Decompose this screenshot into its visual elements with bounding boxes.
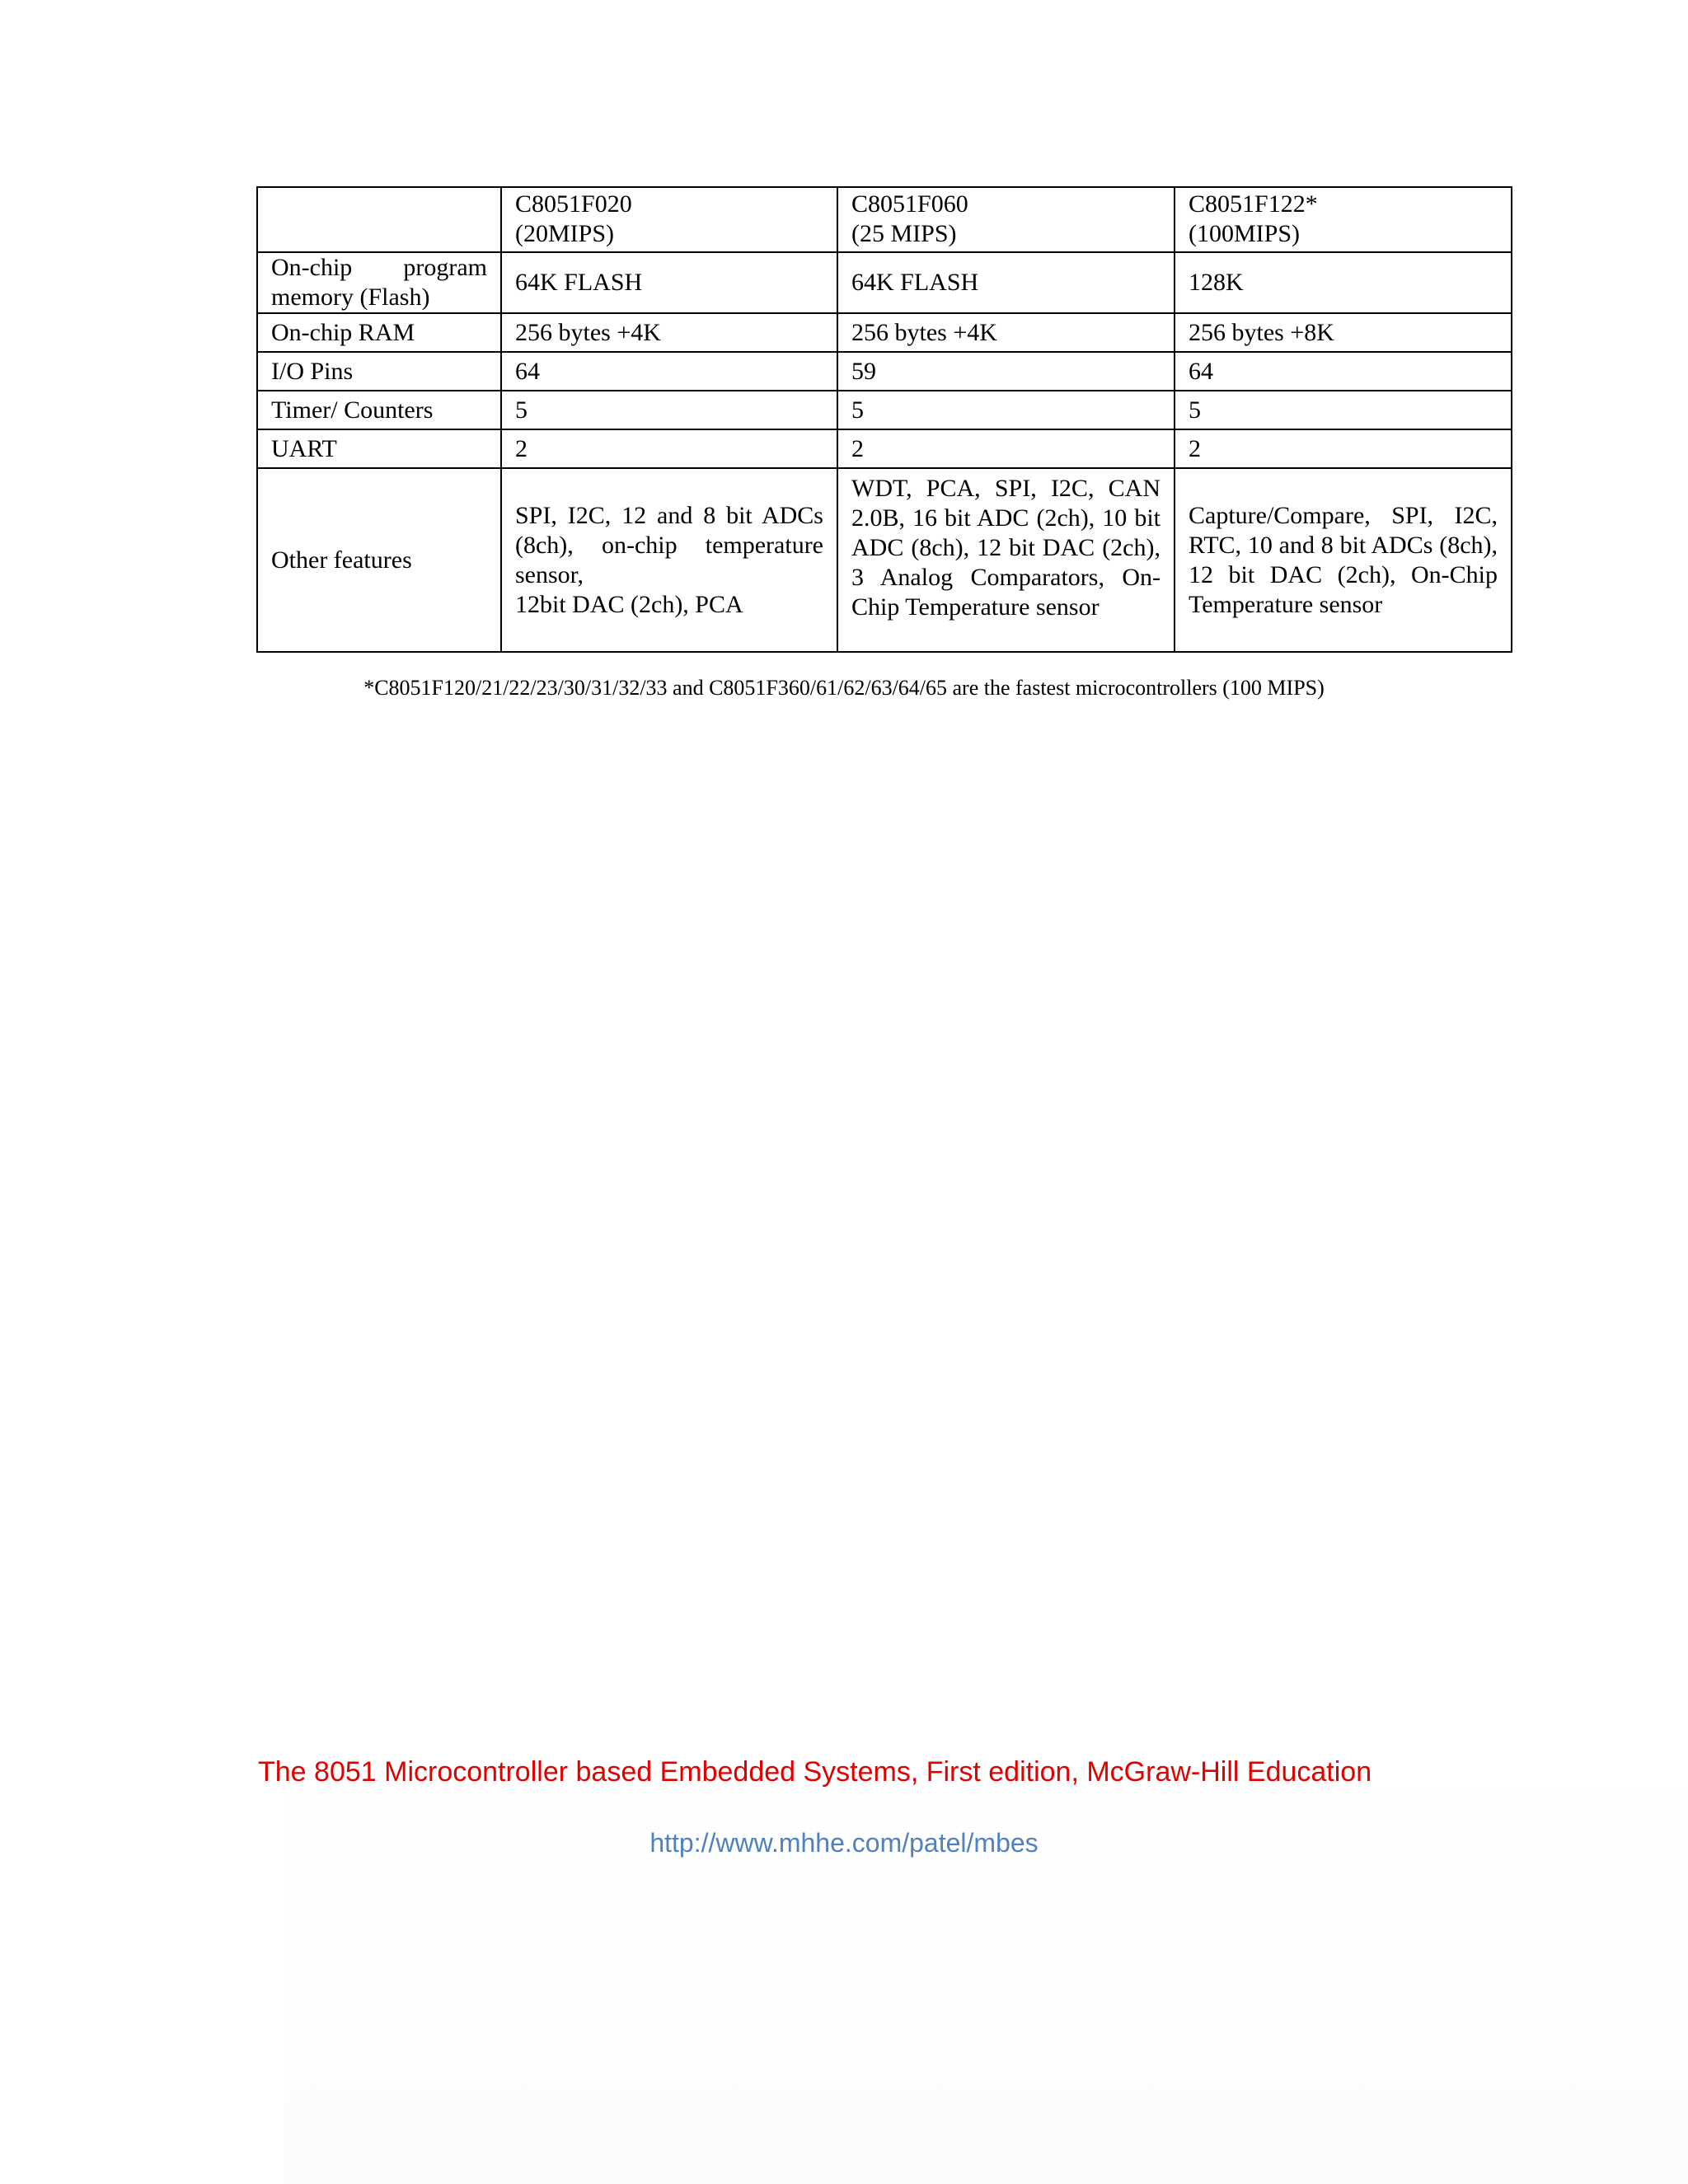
header-device-name: C8051F060: [851, 190, 968, 218]
other-features-cell-f122: Capture/Compare, SPI, I2C, RTC, 10 and 8 bit ADCs (8ch), 12 bit DAC (2ch), On-Chip Temperature sensor: [1175, 468, 1512, 652]
other-features-text: SPI, I2C, 12 and 8 bit ADCs (8ch), on-chip temperature sensor,: [515, 501, 823, 588]
table-row-other-features: [257, 468, 1512, 652]
table-footnote: *C8051F120/21/22/23/30/31/32/33 and C8051F360/61/62/63/64/65 are the fastest microcontrollers (100 MIPS): [363, 676, 1325, 700]
table-cell: 2: [837, 429, 1175, 468]
table-row: [257, 429, 1512, 468]
table-cell: 64: [1175, 352, 1512, 391]
row-label-uart: UART: [257, 429, 501, 468]
table-cell: 2: [501, 429, 837, 468]
table-row: [257, 391, 1512, 429]
table-cell: 64K FLASH: [501, 252, 837, 313]
row-label-ram: On-chip RAM: [257, 313, 501, 352]
table-cell: 128K: [1175, 252, 1512, 313]
book-citation: The 8051 Microcontroller based Embedded Systems, First edition, McGraw-Hill Education: [258, 1756, 1372, 1788]
table-cell: 59: [837, 352, 1175, 391]
header-blank-cell: [257, 187, 501, 252]
table-cell: 5: [1175, 391, 1512, 429]
header-device-name: C8051F122*: [1189, 190, 1318, 218]
other-features-cell-f060: WDT, PCA, SPI, I2C, CAN 2.0B, 16 bit ADC (2ch), 10 bit ADC (8ch), 12 bit DAC (2ch), 3 Analog Comparators, On-Chip Temperature sensor: [837, 468, 1175, 652]
header-cell-c8051f122: [1175, 187, 1512, 252]
header-device-speed: (100MIPS): [1189, 220, 1301, 247]
row-label-program-memory: On-chip program memory (Flash): [257, 252, 501, 313]
page-background-shade: [284, 1747, 1688, 2184]
table-row: [257, 252, 1512, 313]
table-cell: 5: [501, 391, 837, 429]
other-features-cell-f020: [501, 468, 837, 652]
table-cell: 256 bytes +8K: [1175, 313, 1512, 352]
table-cell: 64K FLASH: [837, 252, 1175, 313]
table-cell: 64: [501, 352, 837, 391]
table-cell: 256 bytes +4K: [501, 313, 837, 352]
header-device-speed: (25 MIPS): [851, 220, 957, 247]
table-cell: 5: [837, 391, 1175, 429]
other-features-text: 12bit DAC (2ch), PCA: [515, 590, 743, 618]
table-row: [257, 352, 1512, 391]
row-label-io-pins: I/O Pins: [257, 352, 501, 391]
row-label-other-features: Other features: [257, 468, 501, 652]
book-url-link[interactable]: http://www.mhhe.com/patel/mbes: [649, 1828, 1039, 1858]
table-header-row: [257, 187, 1512, 252]
header-cell-c8051f020: [501, 187, 837, 252]
microcontroller-comparison-table: [256, 186, 1512, 653]
table-row: [257, 313, 1512, 352]
table-cell: 256 bytes +4K: [837, 313, 1175, 352]
table-cell: 2: [1175, 429, 1512, 468]
header-device-speed: (20MIPS): [515, 220, 615, 247]
header-device-name: C8051F020: [515, 190, 632, 218]
row-label-timers: Timer/ Counters: [257, 391, 501, 429]
header-cell-c8051f060: [837, 187, 1175, 252]
